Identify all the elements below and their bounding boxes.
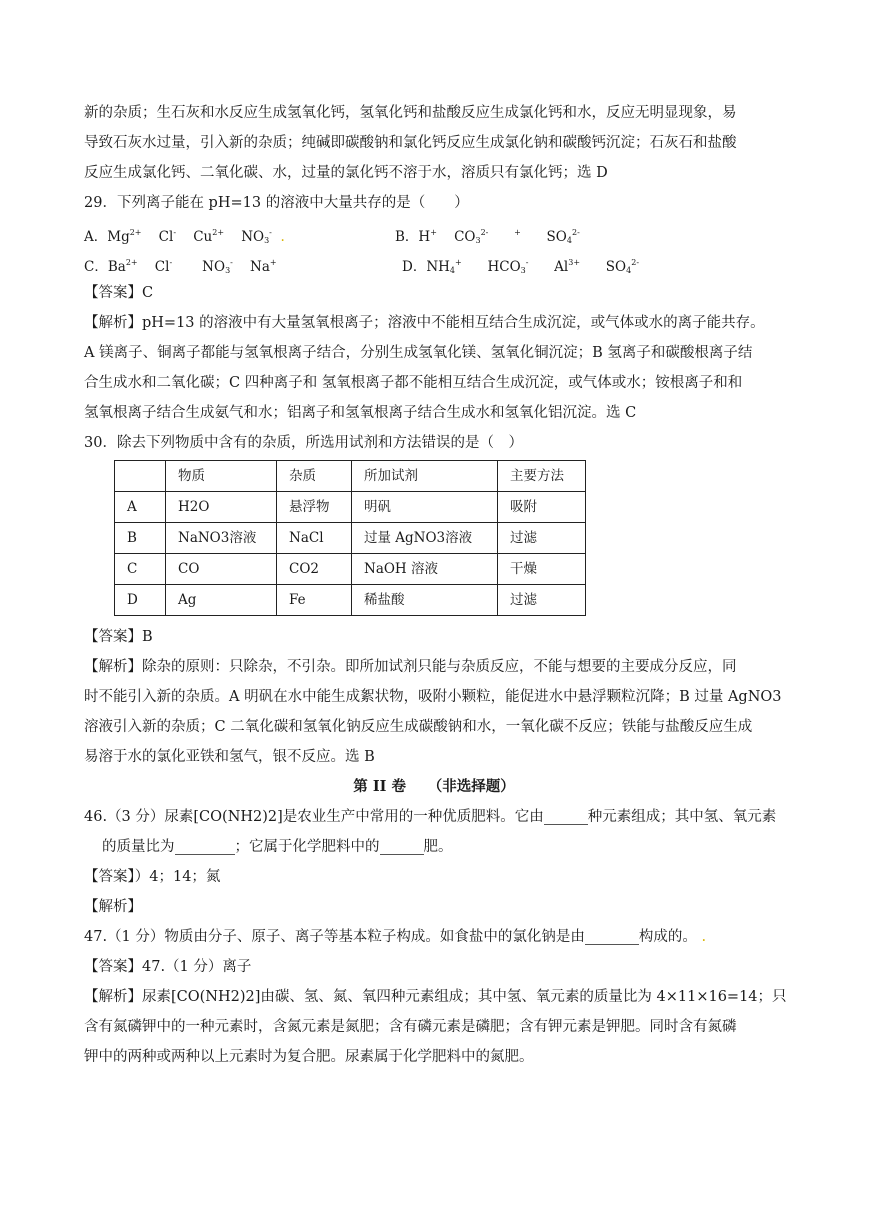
q29-options-cd (84, 248, 784, 278)
q47-line: 47.（1 分）物质由分子、原子、离子等基本粒子构成。如食盐中的氯化钠是由 构成的。 . (84, 922, 784, 952)
table-header-row (115, 461, 586, 492)
q29-options-ab (84, 218, 784, 248)
intro-line-2: 导致石灰水过量，引入新的杂质；纯碱即碳酸钠和氯化钙反应生成氯化钠和碳酸钙沉淀；石灰石和盐酸 (84, 135, 737, 151)
q47-analysis-3: 钾中的两种或两种以上元素时为复合肥。尿素属于化学肥料中的氮肥。 (84, 1049, 534, 1065)
table-cell: 干燥 (498, 554, 586, 585)
table-header-cell: 主要方法 (498, 461, 586, 492)
q29-option-d: D．$NH_4^+$ $HCO_3^-$ $Al^{3+}$ $SO_4^{2-}$ (402, 258, 640, 275)
q30-table (114, 460, 586, 616)
table-cell: B (115, 523, 166, 554)
q47-answer: 【答案】47.（1 分）离子 (84, 959, 252, 975)
table-cell: C (115, 554, 166, 585)
q46-blank-3 (380, 836, 424, 855)
q29-option-b: B．H+ $CO_3^{2-}$ + $SO_4^{2-}$ (395, 228, 580, 245)
table-cell: 吸附 (498, 492, 586, 523)
q29-answer: 【答案】C (84, 285, 154, 301)
section-title: 第 II 卷 （非选择题） (353, 778, 515, 795)
table-cell: 悬浮物 (277, 492, 352, 523)
q30-analysis-3: 溶液引入新的杂质；C 二氧化碳和氢氧化钠反应生成碳酸钠和水，一氧化碳不反应；铁能与盐酸反应生成 (84, 719, 753, 735)
table-cell: CO2 (277, 554, 352, 585)
document-page (84, 98, 787, 1072)
q29-option-a: A．$Mg^{2+}$ Cl- $Cu^{2+}$ $NO_3^-$ . (84, 228, 285, 245)
table-row (115, 554, 586, 585)
q46-analysis: 【解析】 (84, 899, 142, 915)
q46-answer: 【答案】）4；14；氮 (84, 869, 221, 885)
table-cell: 过滤 (498, 585, 586, 616)
table-cell: D (115, 585, 166, 616)
table-cell: A (115, 492, 166, 523)
q29-question: 29．下列离子能在 pH=13 的溶液中大量共存的是（ ） (84, 195, 469, 211)
table-header-cell: 所加试剂 (352, 461, 498, 492)
table-cell: 明矾 (352, 492, 498, 523)
q29-option-c: C．$Ba^{2+}$ Cl- $NO_3^-$ Na+ (84, 258, 277, 275)
q29-analysis-1: 【解析】pH=13 的溶液中有大量氢氧根离子；溶液中不能相互结合生成沉淀，或气体或水的离子能共存。 (84, 315, 765, 331)
q30-analysis-2: 时不能引入新的杂质。A 明矾在水中能生成絮状物，吸附小颗粒，能促进水中悬浮颗粒沉降；B 过量 AgNO3 (84, 689, 782, 705)
q46-line-2: 的质量比为 ；它属于化学肥料中的 肥。 (84, 832, 784, 862)
intro-line-3: 反应生成氯化钙、二氧化碳、水，过量的氯化钙不溶于水，溶质只有氯化钙；选 D (84, 165, 608, 181)
table-header-cell: 杂质 (277, 461, 352, 492)
table-header-cell (115, 461, 166, 492)
q30-question: 30．除去下列物质中含有的杂质，所选用试剂和方法错误的是（ ） (84, 435, 523, 451)
q30-answer: 【答案】B (84, 629, 153, 645)
table-cell: NaOH 溶液 (352, 554, 498, 585)
table-row (115, 492, 586, 523)
q29-analysis-4: 氢氧根离子结合生成氨气和水；铝离子和氢氧根离子结合生成水和氢氧化铝沉淀。选 C (84, 405, 637, 421)
q30-analysis-4: 易溶于水的氯化亚铁和氢气，银不反应。选 B (84, 749, 375, 765)
table-cell: H2O (166, 492, 277, 523)
table-cell: 过滤 (498, 523, 586, 554)
q47-blank (585, 926, 639, 945)
intro-line-1: 新的杂质；生石灰和水反应生成氢氧化钙，氢氧化钙和盐酸反应生成氯化钙和水，反应无明显现象，易 (84, 105, 737, 121)
q46-line-1: 46.（3 分）尿素[CO(NH2)2]是农业生产中常用的一种优质肥料。它由 种元素组成；其中氢、氧元素 (84, 802, 784, 832)
q29-analysis-3: 合生成水和二氧化碳；C 四种离子和 氢氧根离子都不能相互结合生成沉淀，或气体或水；铵根离子和和 (84, 375, 743, 391)
table-row (115, 523, 586, 554)
table-cell: NaCl (277, 523, 352, 554)
table-cell: Ag (166, 585, 277, 616)
q30-analysis-1: 【解析】除杂的原则：只除杂，不引杂。即所加试剂只能与杂质反应，不能与想要的主要成分反应，同 (84, 659, 737, 675)
q47-analysis-2: 含有氮磷钾中的一种元素时，含氮元素是氮肥；含有磷元素是磷肥；含有钾元素是钾肥。同时含有氮磷 (84, 1019, 737, 1035)
q47-analysis-1: 【解析】尿素[CO(NH2)2]由碳、氢、氮、氧四种元素组成；其中氢、氧元素的质量比为 4×11×16=14；只 (84, 989, 787, 1005)
table-cell: Fe (277, 585, 352, 616)
q29-analysis-2: A 镁离子、铜离子都能与氢氧根离子结合，分别生成氢氧化镁、氢氧化铜沉淀；B 氢离子和碳酸根离子结 (84, 345, 753, 361)
q46-blank-2 (175, 836, 235, 855)
table-header-cell: 物质 (166, 461, 277, 492)
table-row (115, 585, 586, 616)
table-cell: 过量 AgNO3溶液 (352, 523, 498, 554)
table-cell: 稀盐酸 (352, 585, 498, 616)
q46-blank-1 (544, 806, 588, 825)
table-cell: NaNO3溶液 (166, 523, 277, 554)
table-cell: CO (166, 554, 277, 585)
